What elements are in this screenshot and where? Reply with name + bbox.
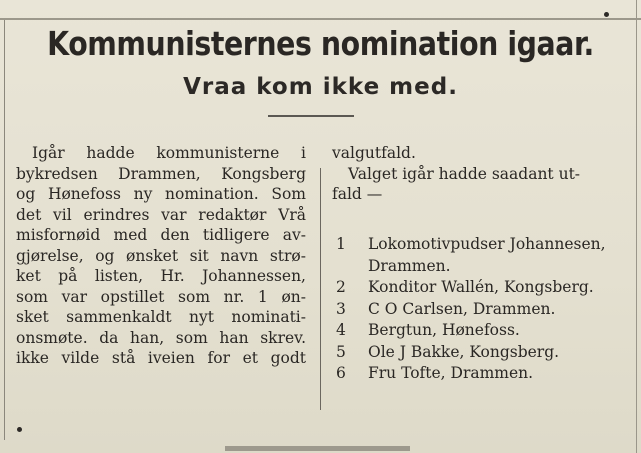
candidate-list (336, 235, 632, 386)
candidate-number: 1 (336, 235, 346, 253)
right-article-column (332, 143, 628, 205)
candidate-item (336, 343, 632, 365)
candidate-name: Bergtun, Hønefoss. (368, 321, 520, 339)
candidate-number: 5 (336, 342, 346, 361)
text-line: og Hønefoss ny nomination. Som (16, 185, 306, 203)
top-border-rule (0, 18, 641, 20)
candidate-item (336, 364, 632, 386)
candidate-name: Konditor Wallén, Kongsberg. (368, 278, 594, 296)
candidate-name: Ole J Bakke, Kongsberg. (368, 342, 560, 361)
candidate-item (336, 278, 632, 300)
candidate-name: Fru Tofte, Drammen. (368, 364, 534, 382)
subheadline: Vraa kom ikke med. (183, 74, 458, 100)
ink-speck (604, 12, 609, 17)
next-article-rule (225, 446, 410, 451)
text-line: Valget igår hadde saadant ut- (348, 164, 581, 183)
text-line: onsmøte. da han, som han skrev. (16, 328, 306, 347)
candidate-item (336, 321, 632, 343)
candidate-number: 4 (336, 321, 346, 339)
column-divider (320, 168, 321, 410)
text-line: ket på listen, Hr. Johannessen, (16, 267, 306, 285)
headline: Kommunisternes nomination igaar. (47, 24, 594, 63)
candidate-number: 2 (336, 278, 346, 296)
text-line: som var opstillet som nr. 1 øn- (16, 287, 306, 306)
text-line: Igår hadde kommunisterne i (32, 144, 306, 162)
ink-speck (17, 427, 22, 432)
candidate-item-continued (336, 257, 632, 279)
candidate-number: 6 (336, 364, 346, 382)
candidate-item (336, 235, 632, 257)
text-line: ikke vilde stå iveien for et godt (16, 349, 306, 367)
text-line: bykredsen Drammen, Kongsberg (16, 164, 306, 183)
text-line: gjørelse, og ønsket sit navn strø- (16, 246, 306, 265)
candidate-name: Lokomotivpudser Johannesen, (368, 235, 606, 253)
text-line: misfornøid med den tidligere av- (16, 226, 306, 244)
text-line: sket sammenkaldt nyt nominati- (16, 308, 306, 326)
candidate-name: C O Carlsen, Drammen. (368, 299, 556, 318)
candidate-number: 3 (336, 299, 346, 318)
candidate-town: Drammen. (368, 256, 451, 275)
candidate-item (336, 300, 632, 322)
left-article-column (16, 143, 306, 369)
text-line: fald — (332, 185, 383, 203)
right-border-rule (636, 0, 637, 453)
section-rule (268, 115, 354, 117)
text-line: det vil erindres var redaktør Vrå (16, 205, 306, 224)
text-line: valgutfald. (332, 144, 416, 162)
